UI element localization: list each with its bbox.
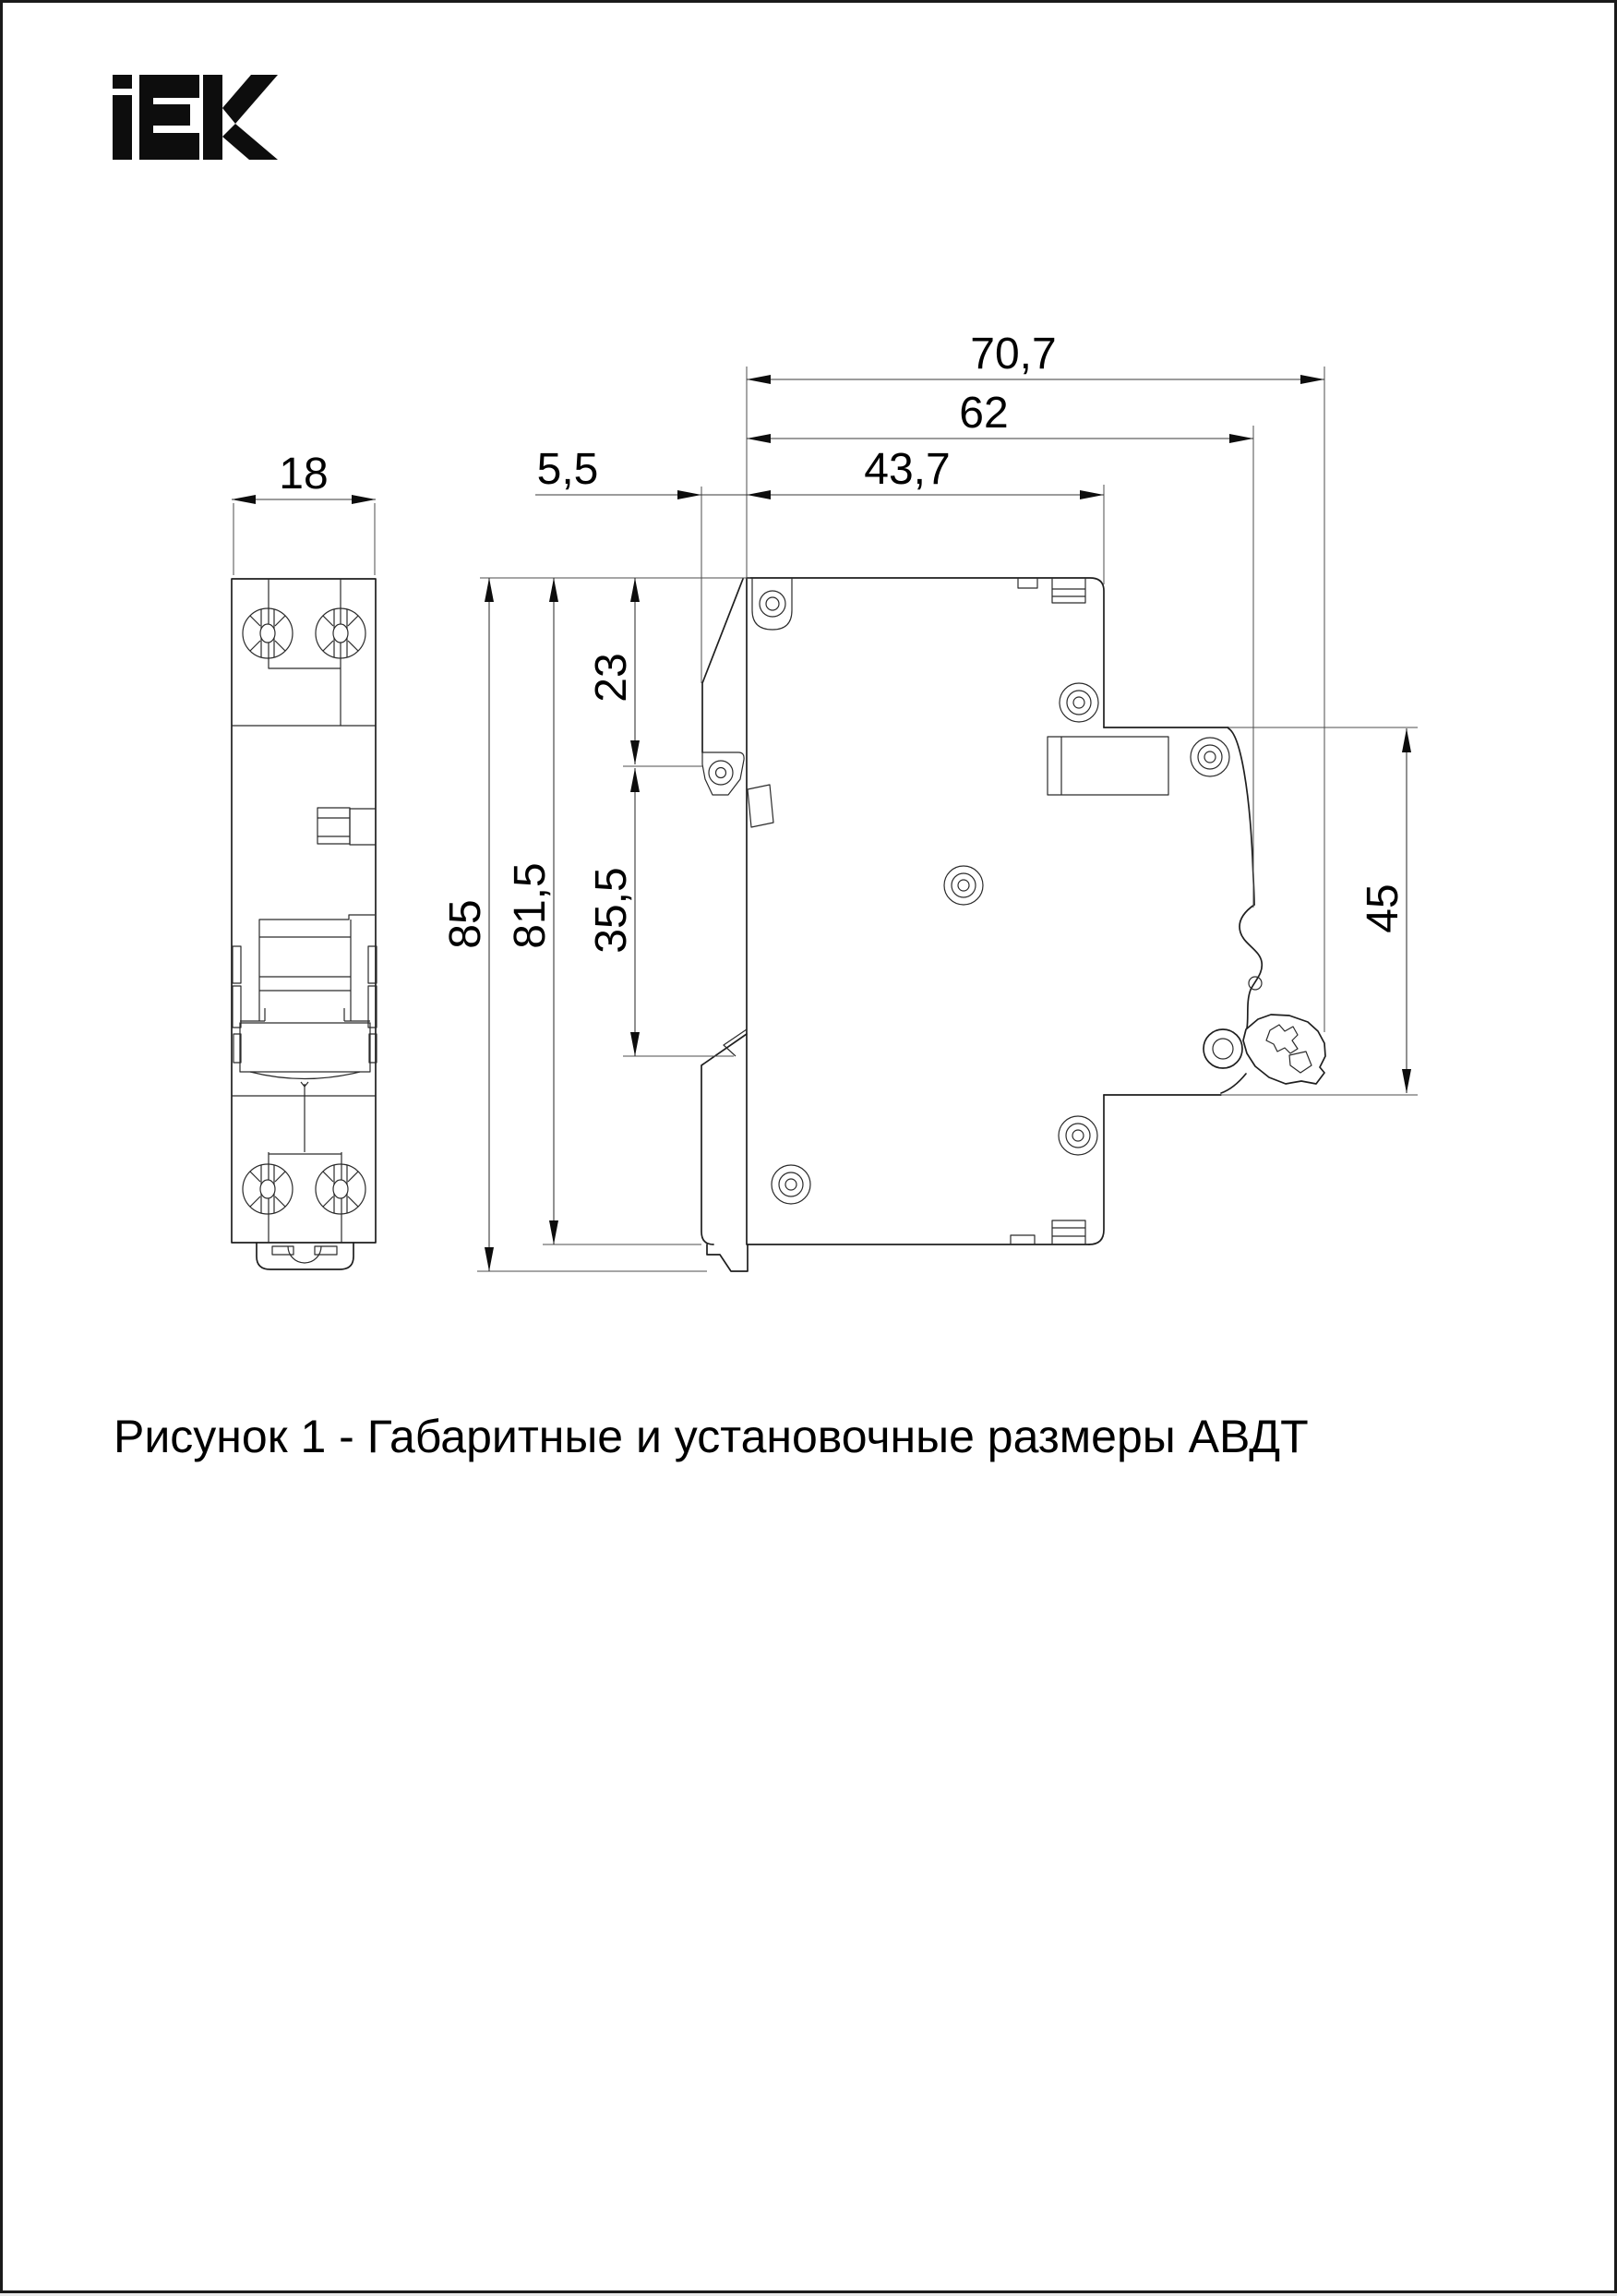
rivet bbox=[772, 1165, 810, 1204]
dim-label-5-5: 5,5 bbox=[536, 445, 599, 494]
release-ring bbox=[1204, 1029, 1242, 1068]
din-clip-back-curve bbox=[1228, 728, 1254, 905]
handle-recess bbox=[259, 915, 375, 1021]
dim-label-70-7: 70,7 bbox=[970, 330, 1057, 379]
dim-label-23: 23 bbox=[587, 653, 636, 703]
dim-label-35-5: 35,5 bbox=[587, 867, 636, 954]
dim-label-45: 45 bbox=[1359, 884, 1407, 933]
front-view-body bbox=[232, 579, 376, 1243]
dimension-depth-total bbox=[747, 330, 1324, 384]
dim-label-85: 85 bbox=[441, 899, 490, 949]
dimension-din-recess bbox=[1359, 728, 1411, 1093]
test-button bbox=[317, 808, 376, 845]
front-view bbox=[232, 579, 377, 1269]
dimension-hole-pitch bbox=[587, 768, 640, 1056]
latch-lug bbox=[748, 785, 773, 827]
terminal-screw-top-left bbox=[243, 608, 293, 658]
dimension-depth-body bbox=[747, 389, 1253, 443]
bottom-terminal-detail bbox=[1052, 1220, 1085, 1244]
terminal-screw-bottom-right bbox=[316, 1164, 365, 1214]
side-view bbox=[701, 578, 1325, 1271]
dim-label-18: 18 bbox=[279, 450, 329, 499]
rivet bbox=[944, 866, 983, 905]
dim-label-81-5: 81,5 bbox=[506, 862, 555, 949]
dim-label-62: 62 bbox=[959, 389, 1009, 438]
dimensional-drawing bbox=[3, 3, 1617, 2296]
toggle-lever bbox=[234, 1008, 377, 1087]
rivet bbox=[1060, 683, 1098, 722]
dimensions bbox=[232, 330, 1411, 1271]
extension-lines bbox=[234, 367, 1418, 1271]
upper-mount-boss bbox=[702, 752, 744, 795]
dimension-height-body bbox=[506, 578, 558, 1244]
dim-label-43-7: 43,7 bbox=[864, 445, 951, 494]
din-foot-front bbox=[257, 1243, 353, 1269]
din-clip-spring bbox=[1048, 737, 1168, 795]
din-foot-side bbox=[707, 1244, 748, 1271]
top-terminal-detail bbox=[1052, 578, 1085, 603]
rivet bbox=[1191, 738, 1229, 776]
top-screw-boss bbox=[752, 578, 792, 630]
rivet bbox=[1059, 1116, 1097, 1155]
dimension-depth-front bbox=[535, 445, 1104, 499]
din-clip-release-lever bbox=[1204, 1015, 1325, 1093]
dimension-top-to-hole bbox=[587, 578, 640, 764]
figure-caption: Рисунок 1 - Габаритные и установочные размеры АВДТ bbox=[114, 1411, 1309, 1462]
terminal-screw-bottom-left bbox=[243, 1164, 293, 1214]
dimension-height-total bbox=[441, 578, 494, 1271]
iek-logo bbox=[113, 75, 278, 160]
dimension-module-width bbox=[232, 450, 376, 504]
